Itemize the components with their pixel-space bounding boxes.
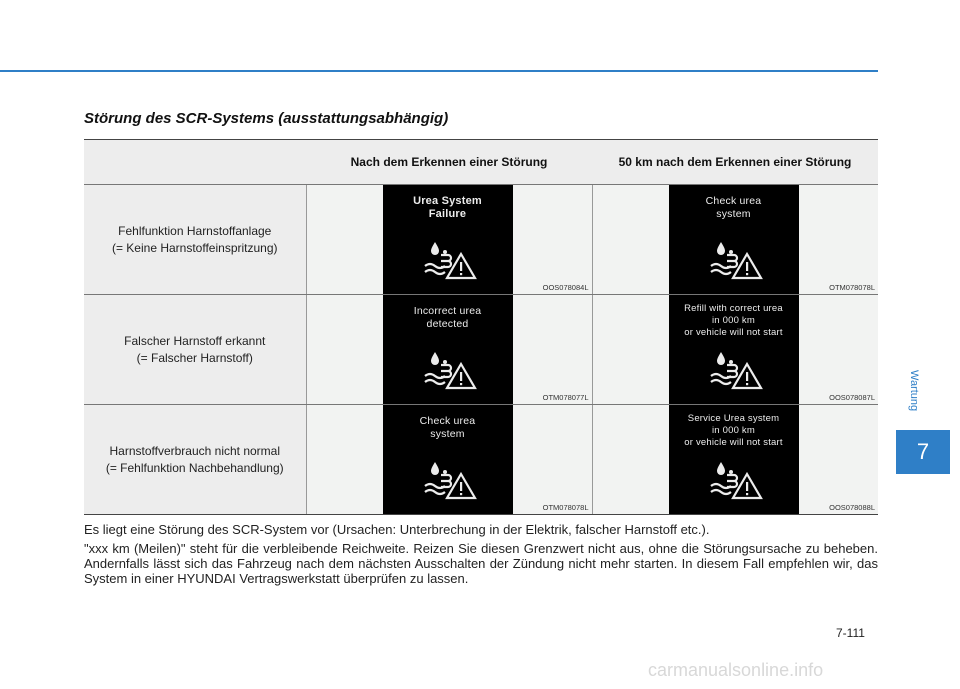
warning-image-cell [592, 185, 878, 295]
scr-status-table [84, 139, 878, 515]
image-code: OTM078078L [542, 503, 589, 512]
row-label [84, 405, 306, 515]
row-label-line: Harnstoffverbrauch nicht normal [109, 443, 281, 458]
display-message: Service Urea system in 000 km or vehicle will not start [684, 413, 783, 448]
image-code: OOS078084L [542, 283, 589, 292]
warning-image-cell [306, 405, 592, 515]
paragraph-1: Es liegt eine Störung des SCR-System vor (Ursachen: Unterbrechung in der Elektrik, falscher Harnstoff etc.). [84, 522, 710, 537]
paragraph-2: "xxx km (Meilen)" steht für die verbleibende Reichweite. Reizen Sie diesen Grenzwert nicht aus, ohne die Störungsursache zu beheben. Andernfalls lässt sich das Fahrzeug nach dem nächsten Ausschalten der Zündung nicht mehr starten. In diesem Fall empfehlen wir, das System in einer HYUNDAI Vertragswerkstatt überprüfen zu lassen. [84, 541, 878, 586]
urea-warning-icon [709, 350, 763, 390]
row-label [84, 185, 306, 295]
image-code: OOS078087L [829, 393, 875, 402]
table-header-row [84, 140, 878, 185]
display-message: Check urea system [705, 195, 762, 220]
image-code: OTM078078L [829, 283, 875, 292]
display-message: Refill with correct urea in 000 km or vehicle will not start [684, 303, 783, 338]
urea-warning-icon [423, 240, 477, 280]
chapter-tab[interactable]: 7 [896, 430, 950, 474]
display-message: Check urea system [419, 415, 476, 440]
urea-warning-icon [423, 460, 477, 500]
header-50km-after: 50 km nach dem Erkennen einer Störung [592, 140, 878, 185]
cluster-display [669, 185, 799, 294]
row-label [84, 295, 306, 405]
header-after-detection: Nach dem Erkennen einer Störung [306, 140, 592, 185]
warning-image-cell [306, 295, 592, 405]
row-label-line: (= Falscher Harnstoff) [136, 350, 253, 365]
table-row [84, 405, 878, 515]
page-number: 7-111 [836, 626, 865, 640]
chapter-label: Wartung [908, 370, 920, 412]
image-code: OTM078077L [542, 393, 589, 402]
warning-image-cell [592, 295, 878, 405]
row-label-line: Fehlfunktion Harnstoffanlage [118, 223, 272, 238]
display-message: Incorrect urea detected [413, 305, 482, 330]
warning-image-cell [306, 185, 592, 295]
warning-image-cell [592, 405, 878, 515]
cluster-display [669, 295, 799, 404]
cluster-display [383, 185, 513, 294]
table-row [84, 295, 878, 405]
display-message: Urea System Failure [413, 195, 482, 220]
cluster-display [383, 405, 513, 514]
image-code: OOS078088L [829, 503, 875, 512]
urea-warning-icon [709, 240, 763, 280]
urea-warning-icon [423, 350, 477, 390]
top-rule [0, 70, 878, 72]
watermark: carmanualsonline.info [648, 660, 824, 680]
urea-warning-icon [709, 460, 763, 500]
row-label-line: (= Keine Harnstoffeinspritzung) [111, 240, 278, 255]
row-label-line: (= Fehlfunktion Nachbehandlung) [105, 460, 284, 475]
section-title: Störung des SCR-Systems (ausstattungsabhängig) [84, 110, 449, 127]
cluster-display [669, 405, 799, 514]
cluster-display [383, 295, 513, 404]
table-row [84, 185, 878, 295]
header-empty [84, 140, 306, 185]
row-label-line: Falscher Harnstoff erkannt [124, 333, 266, 348]
